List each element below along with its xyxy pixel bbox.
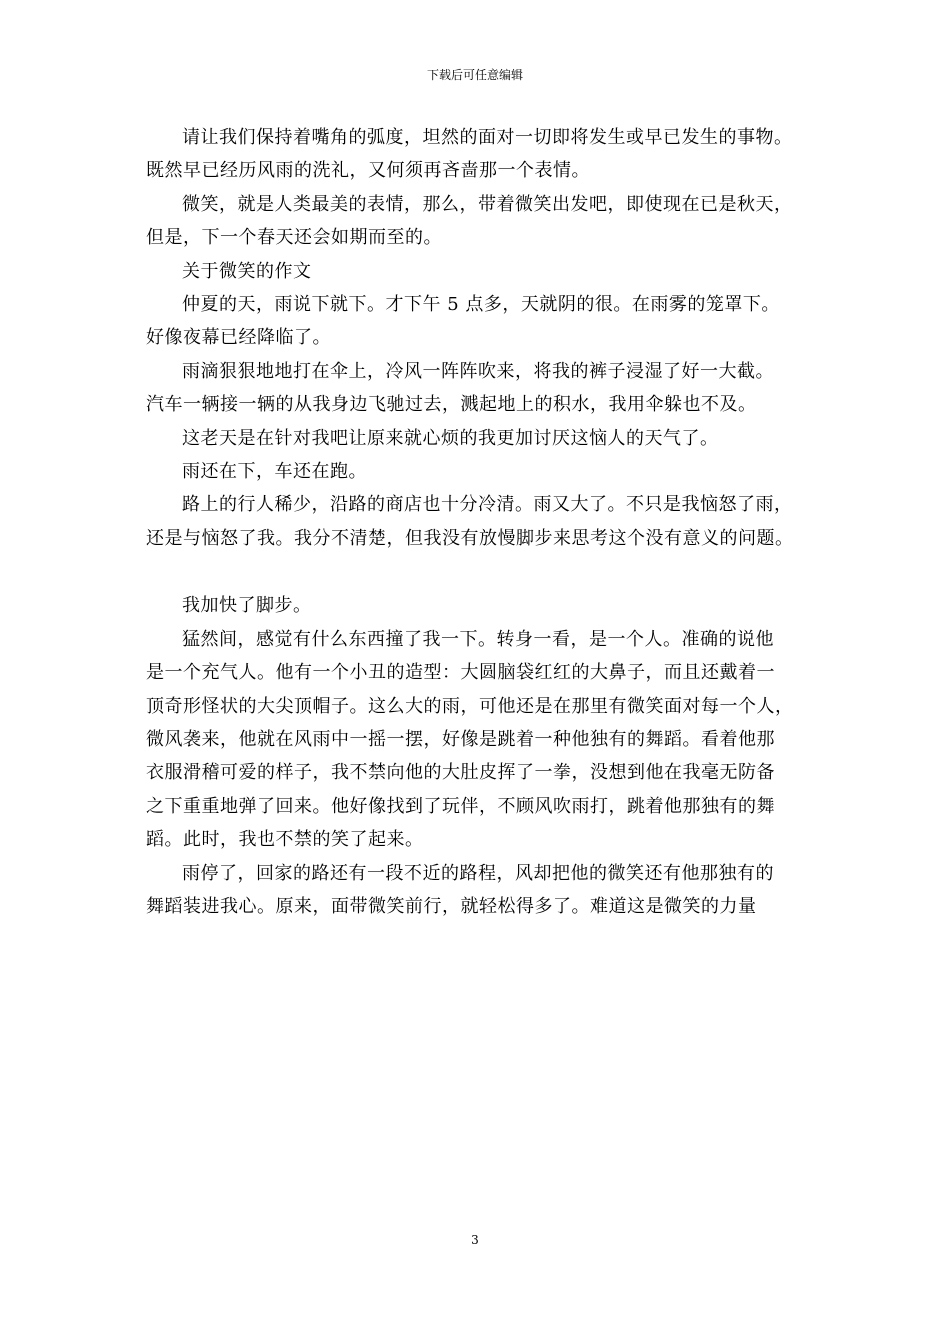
text-line: 还是与恼怒了我。我分不清楚，但我没有放慢脚步来思考这个没有意义的问题。 — [146, 527, 794, 549]
text-line: 这老天是在针对我吧让原来就心烦的我更加讨厌这恼人的天气了。 — [182, 427, 719, 449]
text-line: 猛然间，感觉有什么东西撞了我一下。转身一看，是一个人。准确的说他 — [182, 628, 774, 650]
text-line: 雨停了，回家的路还有一段不近的路程，风却把他的微笑还有他那独有的 — [182, 862, 774, 884]
paragraph — [146, 488, 818, 555]
text-line: 路上的行人稀少，沿路的商店也十分冷清。雨又大了。不只是我恼怒了雨， — [182, 494, 793, 516]
text-line: 舞蹈装进我心。原来，面带微笑前行，就轻松得多了。难道这是微笑的力量 — [146, 895, 757, 917]
paragraph — [146, 455, 818, 488]
text-line: 是一个充气人。他有一个小丑的造型：大圆脑袋红红的大鼻子，而且还戴着一 — [146, 662, 775, 684]
text-line: 顶奇形怪状的大尖顶帽子。这么大的雨，可他还是在那里有微笑面对每一个人， — [146, 695, 794, 717]
paragraph — [146, 121, 818, 188]
text-line: 好像夜幕已经降临了。 — [146, 327, 331, 349]
text-line: 汽车一辆接一辆的从我身边飞驰过去，溅起地上的积水，我用伞躲也不及。 — [146, 394, 757, 416]
paragraph — [146, 188, 818, 255]
text-line: 微风袭来，他就在风雨中一摇一摆，好像是跳着一种他独有的舞蹈。看着他那 — [146, 728, 775, 750]
paragraph — [146, 355, 818, 422]
text-line: 雨滴狠狠地地打在伞上，冷风一阵阵吹来，将我的裤子浸湿了好一大截。 — [182, 360, 774, 382]
paragraph — [146, 623, 818, 857]
page-header: 下载后可任意编辑 — [426, 68, 523, 82]
text-line: 关于微笑的作文 — [182, 260, 312, 282]
page-number: 3 — [471, 1233, 479, 1247]
paragraph — [146, 422, 818, 455]
text-line: 既然早已经历风雨的洗礼，又何须再吝啬那一个表情。 — [146, 160, 590, 182]
text-line: 之下重重地弹了回来。他好像找到了玩伴，不顾风吹雨打，跳着他那独有的舞 — [146, 795, 775, 817]
text-line: 蹈。此时，我也不禁的笑了起来。 — [146, 829, 424, 851]
paragraph — [146, 857, 818, 924]
essay-title — [146, 255, 818, 288]
paragraph — [146, 589, 818, 622]
paragraph — [146, 288, 818, 355]
text-line: 但是，下一个春天还会如期而至的。 — [146, 227, 442, 249]
text-line: 我加快了脚步。 — [182, 595, 312, 617]
text-line: 请让我们保持着嘴角的弧度，坦然的面对一切即将发生或早已发生的事物。 — [182, 127, 793, 148]
body-text — [146, 121, 818, 923]
text-line: 雨还在下，车还在跑。 — [182, 461, 367, 483]
blank-line — [146, 555, 818, 589]
text-line: 微笑，就是人类最美的表情，那么，带着微笑出发吧，即使现在已是秋天， — [182, 193, 793, 215]
text-line: 衣服滑稽可爱的样子，我不禁向他的大肚皮挥了一拳，没想到他在我毫无防备 — [146, 762, 775, 784]
text-line: 仲夏的天，雨说下就下。才下午 5 点多，天就阴的很。在雨雾的笼罩下。 — [182, 294, 780, 316]
